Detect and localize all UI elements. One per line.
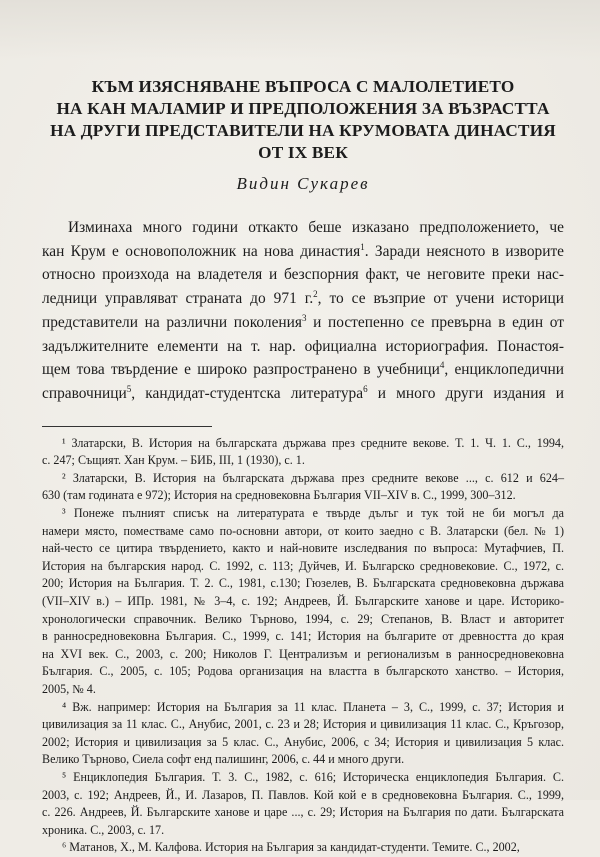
footnote-line: ² Златарски, В. История на българската държава през средните векове ..., с. 612 и 624– — [62, 470, 564, 485]
footnote-line: 200; История на България. Т. 2. С., 1981, с.130; Гюзелев, В. Българската средновековна държава — [42, 576, 564, 591]
footnote-line: ⁴ Вж. например: История на България за 11 клас. Планета – 3, С., 1999, с. 37; История и — [62, 699, 564, 714]
footnote-line: 2005, № 4. — [42, 681, 96, 696]
footnotes — [42, 435, 564, 857]
body-line: кан Крум е основоположник на нова династия$^1$. Заради неясното в изворите — [42, 241, 565, 260]
footnote-ref[interactable]: 1 — [360, 241, 365, 252]
title-line: НА ДРУГИ ПРЕДСТАВИТЕЛИ НА КРУМОВАТА ДИНАСТИЯ — [50, 121, 556, 140]
footnote-line: 630 (там годината е 972); История на средновековна България VII–XIV в. С., 1999, 300–312. — [42, 488, 516, 503]
article-title — [42, 76, 564, 164]
footnote-ref[interactable]: 4 — [439, 360, 445, 371]
footnote-line: в ранносредновековна България. С., 1999, с. 141; История на българите от древността до края — [42, 629, 564, 644]
footnote-line: ⁶ Матанов, Х., М. Калфова. История на България за кандидат-студенти. Темите. С., 2002, — [62, 840, 520, 855]
footnote-line: най-често се цитира твърдението, както и най-новите изследвания по въпроса: Мутафчиев, П. — [42, 541, 564, 556]
footnote-line: Велико Търново, Сиела софт енд палишинг, 2006, с. 44 и много други. — [42, 752, 405, 767]
body-paragraph — [42, 216, 564, 406]
body-line: представители на различни поколения$^3$ и постепенно се превърна в един от — [42, 312, 564, 331]
footnote-line: с. 226. Андреев, Й. Българските ханове и царе ..., с. 29; История на България по дати. Българската — [42, 805, 564, 820]
footnote-line: История на българския народ. С. 1992, с. 113; Дуйчев, И. Българско средновековие. С., 1972, с. — [42, 558, 564, 573]
footnote-line: 2003, с. 192; Андреев, Й., И. Лазаров, П. Павлов. Кой кой е в средновековна България. С., 1999, — [42, 787, 564, 802]
footnote-line: хроника. С., 2003, с. 17. — [42, 822, 165, 837]
body-line: задължителните елементи на т. нар. официална историография. Понастоя- — [42, 337, 564, 355]
footnote-line: на XVI век. С., 2003, с. 200; Николов Г. Централизъм и регионализъм в ранносредновековна — [42, 646, 564, 661]
footnote-line: хронологически справочник. Велико Търново, 1994, с. 29; Степанов, В. Власт и авторитет — [42, 611, 564, 626]
footnote-line: цивилизация за 11 клас. С., Анубис, 2001, с. 23 и 28; История и цивилизация 11 клас. С., Кръгозор, — [42, 717, 564, 732]
body-line: щем това твърдение е широко разпространено в учебници$^4$, енциклопедични — [42, 360, 564, 379]
article-author: Видин Сукарев — [236, 174, 370, 193]
title-line: НА КАН МАЛАМИР И ПРЕДПОЛОЖЕНИЯ ЗА ВЪЗРАСТТА — [56, 99, 550, 118]
title-line: КЪМ ИЗЯСНЯВАНЕ ВЪПРОСА С МАЛОЛЕТИЕТО — [91, 77, 515, 96]
footnote — [42, 839, 564, 857]
footnote-ref[interactable]: 3 — [301, 312, 307, 323]
footnote-line: ³ Понеже пълният списък на литературата е твърде дълъг и тук той не би могъл да — [62, 506, 564, 520]
footnote-ref[interactable]: 6 — [363, 383, 368, 394]
footnote-divider — [42, 426, 212, 427]
body-line: Изминаха много години откакто беше изказано предположението, че — [68, 219, 564, 236]
body-line: справочници$^5$, кандидат-студентска литература$^6$ и много други издания и — [42, 383, 564, 402]
footnote-line: България. С., 2005, с. 105; Родова организация на властта в българското ханство. – История, — [42, 664, 564, 679]
footnote-line: с. 247; Същият. Хан Крум. – БИБ, III, 1 (1930), с. 1. — [42, 453, 305, 468]
footnote — [42, 470, 564, 505]
footnote-ref[interactable]: 5 — [126, 383, 132, 394]
footnote — [42, 699, 564, 769]
body-line: ледници управляват страната до 971 г.$^2$, то се възприе от учени историци — [42, 288, 564, 308]
footnote-line: ⁵ Енциклопедия България. Т. 3. С., 1982, с. 616; Историческа енциклопедия България. С. — [62, 769, 564, 784]
footnote — [42, 505, 564, 699]
title-line: ОТ IX ВЕК — [258, 143, 348, 162]
footnote-line: ¹ Златарски, В. История на българската държава през средните векове. Т. 1. Ч. 1. С., 1994, — [62, 435, 564, 450]
footnote — [42, 769, 564, 839]
footnote-line: (VII–XIV в.) – ИПр. 1981, № 3–4, с. 192; Андреев, Й. Българските ханове и царе. Историко- — [42, 593, 564, 608]
footnote-ref[interactable]: 2 — [313, 288, 318, 299]
footnote-line: намери място, поместваме само по-основни автори, от които заедно с В. Златарски (бел. № 1) — [42, 523, 564, 538]
footnote-line: 2002; История и цивилизация за 5 клас. С., Анубис, 2006, с 34; История и цивилизация 5 клас. — [42, 734, 564, 749]
footnote — [42, 435, 564, 470]
page-shadow — [0, 0, 600, 60]
body-line: относно произхода на владетеля и безспорния факт, че неговите преки нас- — [42, 266, 564, 284]
